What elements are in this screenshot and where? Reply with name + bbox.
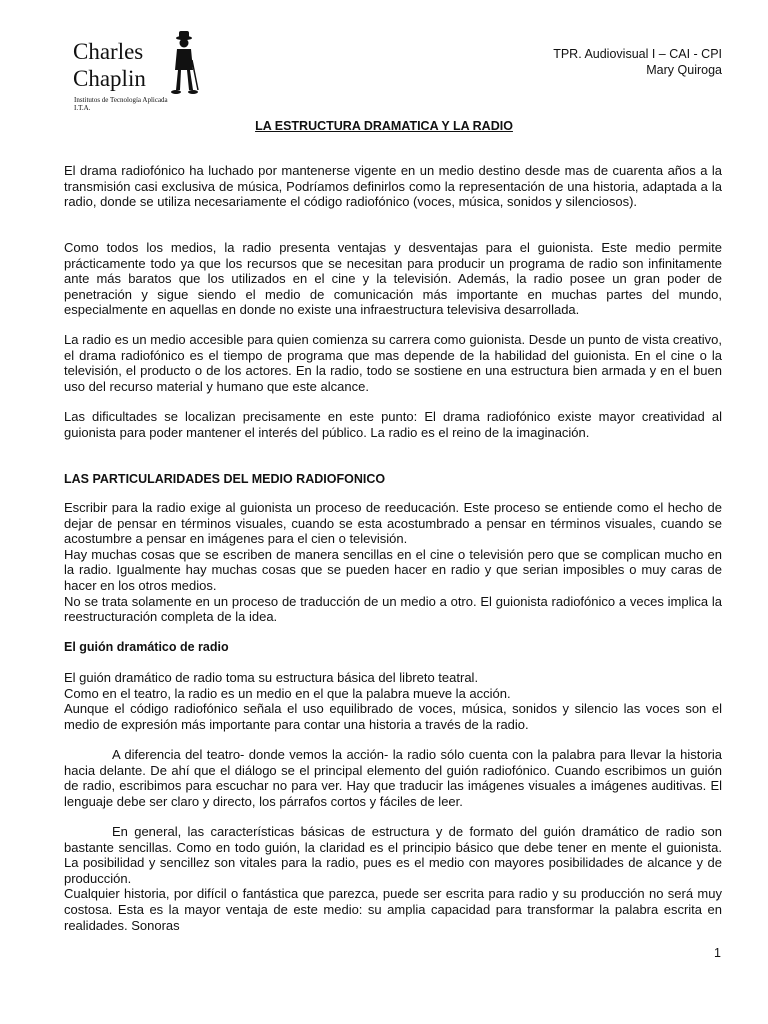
intro-paragraph-3: [64, 332, 722, 394]
paragraph-text: Escribir para la radio exige al guionista un proceso de reeducación. Este proceso se entiende como el hecho de dejar de pensar en términos visuales, cuando se esta acostumbrado a pensar en términos visuales, cuando se acostumbre a pensar en imágenes para el cien o televisión.: [64, 500, 722, 547]
logo-subtitle-line1: Institutos de Tecnología Aplicada: [74, 96, 168, 104]
section2-paragraph-3: [64, 824, 722, 933]
logo-subtitle-line2: I.T.A.: [74, 104, 91, 112]
logo-name-line1: Charles: [73, 39, 144, 64]
page-number: 1: [714, 946, 721, 960]
document-title: LA ESTRUCTURA DRAMATICA Y LA RADIO: [255, 119, 513, 133]
document-header: [553, 46, 722, 78]
paragraph-text: En general, las características básicas de estructura y de formato del guión dramático de radio son bastante sencillas. Como en todo guión, la claridad es el principio básico que debe tener en mente el guionista. La posibilidad y sencillez son vitales para la radio, pues es el medio con mayores posibilidades de alcance y de producción.: [64, 824, 722, 886]
section-heading-guion-dramatico: El guión dramático de radio: [64, 640, 229, 654]
paragraph-text: La radio es un medio accesible para quien comienza su carrera como guionista. Desde un punto de vista creativo, el drama radiofónico es el tiempo de programa que mas depende de la habilidad del guionista. En el cine o la televisión, el producto o de los actores. En la radio, todo se sostiene en una estructura bien armada y en el buen uso del recurso material y humano que este alcance.: [64, 332, 722, 394]
logo-name-line2: Chaplin: [73, 66, 146, 91]
paragraph-text: El drama radiofónico ha luchado por mantenerse vigente en un medio destino desde mas de cuarenta años a la transmisión casi exclusiva de música, Podríamos definirlos como la representación de una historia, adaptada a la radio, donde se utiliza necesariamente el código radiofónico (voces, música, sonidos y silenciosos).: [64, 163, 722, 210]
section2-body: [64, 670, 722, 732]
paragraph-text: A diferencia del teatro- donde vemos la acción- la radio sólo cuenta con la palabra para llevar la historia hacia delante. De ahí que el diálogo se el principal elemento del guión radiofónico. Cuando escribimos un guión de radio, escribimos para escuchar no para ver. Hay que traducir las imágenes visuales a imágenes auditivas. El lenguaje debe ser claro y directo, los párrafos cortos y fáciles de leer.: [64, 747, 722, 809]
paragraph-text: El guión dramático de radio toma su estructura básica del libreto teatral.: [64, 670, 479, 685]
paragraph-text: No se trata solamente en un proceso de traducción de un medio a otro. El guionista radiofónico a veces implica la reestructuración completa de la idea.: [64, 593, 722, 625]
section1-body: [64, 500, 722, 625]
logo-subtitle: [74, 96, 214, 112]
intro-paragraph-2: [64, 240, 722, 318]
paragraph-text: Hay muchas cosas que se escriben de manera sencillas en el cine o televisión pero que se complican mucho en la radio. Igualmente hay muchas cosas que se pueden hacer en radio y que serian imposibles o muy caras de hacer en los otros medios.: [64, 546, 722, 593]
intro-paragraph-1: [64, 163, 722, 210]
section-heading-particularidades: LAS PARTICULARIDADES DEL MEDIO RADIOFONICO: [64, 472, 386, 486]
intro-paragraph-4: [64, 409, 722, 440]
paragraph-text: Las dificultades se localizan precisamente en este punto: El drama radiofónico existe mayor creatividad al guionista para poder mantener el interés del público. La radio es el reino de la imaginación.: [64, 409, 722, 440]
paragraph-text: Como en el teatro, la radio es un medio en el que la palabra mueve la acción.: [64, 685, 511, 701]
chaplin-silhouette-icon: [170, 30, 200, 96]
paragraph-text: Aunque el código radiofónico señala el uso equilibrado de voces, música, sonidos y silencio las voces son el medio de expresión más importante para contar una historia a través de la radio.: [64, 701, 722, 732]
institution-logo: [73, 38, 213, 118]
author-name: Mary Quiroga: [646, 63, 722, 77]
paragraph-text: Como todos los medios, la radio presenta ventajas y desventajas para el guionista. Este medio permite prácticamente todo ya que los recursos que se necesitan para producir un programa de radio son infinitamente ante más baratos que los utilizados en el cine y la televisión. Además, la radio posee un gran poder de penetración y sigue siendo el medio de comunicación más importante en muchas partes del mundo, especialmente en aquellas en donde no existe una infraestructura televisiva desarrollada.: [64, 240, 722, 318]
course-label: TPR. Audiovisual I – CAI - CPI: [553, 47, 722, 61]
paragraph-text: Cualquier historia, por difícil o fantástica que parezca, puede ser escrita para radio y su producción no será muy costosa. Esta es la mayor ventaja de este medio: su amplia capacidad para transformar la palabra escrita en realidades. Sonoras: [64, 886, 722, 933]
section2-paragraph-2: [64, 747, 722, 809]
